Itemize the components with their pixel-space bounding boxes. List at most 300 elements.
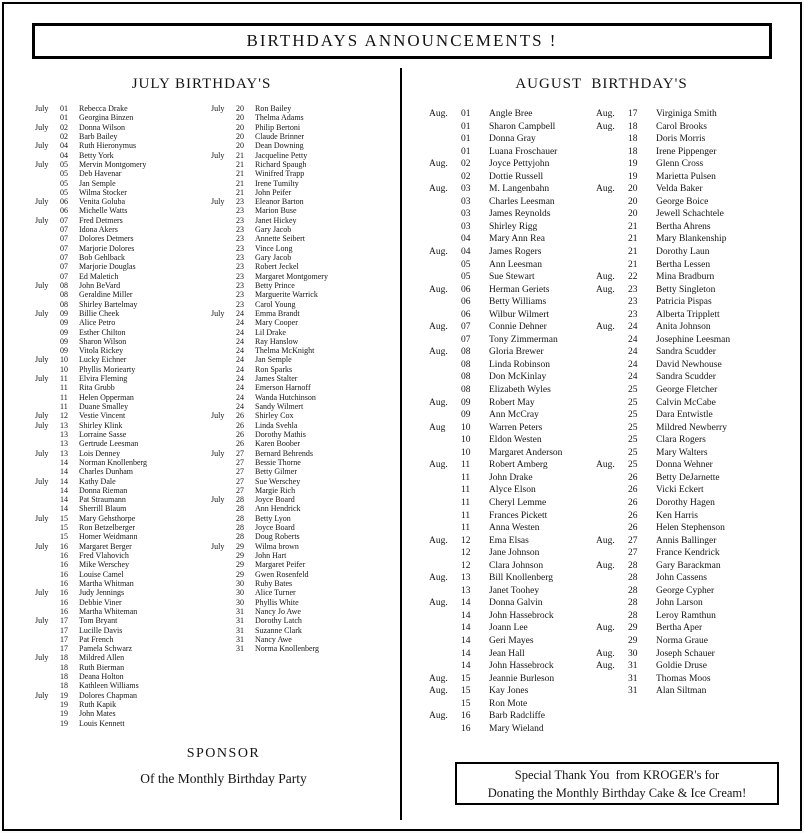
person-name: Rita Grubb <box>79 383 115 393</box>
month-label <box>596 510 628 523</box>
month-label <box>211 262 236 271</box>
person-name: Emma Brandt <box>255 308 300 318</box>
day-number: 15 <box>461 698 471 709</box>
person-name: David Newhouse <box>656 359 722 370</box>
person-name: Pamela Schwarz <box>79 644 133 654</box>
month-label <box>35 383 60 392</box>
day-number: 10 <box>60 364 68 374</box>
person-name: Sandra Scudder <box>656 347 716 358</box>
month-label <box>35 234 60 243</box>
month-label: Aug. <box>596 272 615 283</box>
month-label <box>211 514 236 523</box>
day-number: 25 <box>628 397 638 408</box>
day-number: 08 <box>461 372 471 383</box>
birthday-row <box>35 542 211 551</box>
day-number: 18 <box>628 121 638 132</box>
day-number: 29 <box>236 560 244 570</box>
birthday-row <box>429 472 596 485</box>
birthday-row <box>429 196 596 209</box>
birthday-row <box>211 123 399 132</box>
month-label: July <box>35 476 49 486</box>
person-name: Barb Radcliffe <box>489 711 546 722</box>
month-label <box>211 458 236 467</box>
birthday-row <box>35 532 211 541</box>
person-name: Jewell Schachtele <box>656 209 724 220</box>
month-label: July <box>211 104 225 113</box>
month-label <box>211 383 236 392</box>
person-name: James Stalter <box>255 374 298 384</box>
day-number: 23 <box>236 280 244 290</box>
person-name: Robert Amberg <box>489 460 548 471</box>
birthday-row <box>211 495 399 504</box>
day-number: 14 <box>461 648 471 659</box>
person-name: James Reynolds <box>489 209 551 220</box>
birthday-row <box>35 328 211 337</box>
person-name: Venita Goluba <box>79 197 125 207</box>
person-name: John Hart <box>255 551 287 560</box>
birthday-row <box>211 393 399 402</box>
month-label: July <box>35 616 49 626</box>
birthday-row <box>35 598 211 607</box>
month-label <box>35 365 60 374</box>
person-name: Gloria Brewer <box>489 347 544 358</box>
person-name: Dolores Chapman <box>79 690 137 700</box>
birthday-row <box>35 225 211 234</box>
birthday-row <box>35 663 211 672</box>
person-name: Elizabeth Wyles <box>489 385 551 396</box>
month-label: Aug. <box>429 109 448 119</box>
day-number: 07 <box>461 322 471 333</box>
person-name: Charles Leesman <box>489 196 555 207</box>
birthday-row <box>211 542 399 551</box>
day-number: 23 <box>236 197 244 207</box>
day-number: 13 <box>60 429 68 439</box>
birthday-row <box>429 371 596 384</box>
birthday-row <box>35 477 211 486</box>
month-label <box>211 234 236 243</box>
month-label <box>429 371 461 384</box>
person-name: Sharon Campbell <box>489 121 556 132</box>
day-number: 12 <box>461 535 471 546</box>
person-name: Georgina Binzen <box>79 113 134 123</box>
birthday-row <box>211 588 399 597</box>
day-number: 19 <box>628 159 638 170</box>
person-name: Margie Rich <box>255 485 296 495</box>
july-section <box>4 64 399 829</box>
month-label <box>35 290 60 299</box>
day-number: 18 <box>60 681 68 691</box>
month-label <box>429 196 461 209</box>
day-number: 26 <box>236 429 244 439</box>
month-label: July <box>35 355 49 365</box>
person-name: Donna Wehner <box>656 460 713 471</box>
day-number: 01 <box>60 104 68 113</box>
month-label <box>211 169 236 178</box>
month-label <box>35 672 60 681</box>
birthday-row <box>596 547 800 560</box>
person-name: Emerson Harnoff <box>255 383 311 393</box>
person-name: Nancy Jo Awe <box>255 606 301 616</box>
person-name: Dorothy Laun <box>656 247 710 258</box>
birthday-row <box>429 535 596 548</box>
person-name: Linda Robinson <box>489 359 550 370</box>
month-label <box>35 253 60 262</box>
birthday-row <box>429 183 596 196</box>
birthday-row <box>211 374 399 383</box>
day-number: 23 <box>236 234 244 244</box>
month-label: Aug. <box>429 573 448 584</box>
day-number: 14 <box>60 467 68 477</box>
person-name: Ann Leesman <box>489 259 543 270</box>
month-label <box>211 551 236 560</box>
day-number: 08 <box>461 359 471 370</box>
birthday-row <box>35 560 211 569</box>
day-number: 25 <box>628 447 638 458</box>
month-label <box>429 585 461 598</box>
birthday-row <box>35 300 211 309</box>
birthday-row <box>211 300 399 309</box>
day-number: 28 <box>236 495 244 505</box>
birthday-row <box>429 171 596 184</box>
person-name: Ken Harris <box>656 510 698 521</box>
day-number: 28 <box>628 585 638 596</box>
birthday-row <box>211 197 399 206</box>
july-list-column-1 <box>4 104 211 728</box>
month-label: Aug. <box>429 673 448 684</box>
person-name: Barb Bailey <box>79 131 118 141</box>
month-label: July <box>35 159 49 169</box>
month-label: Aug. <box>596 109 615 119</box>
month-label <box>596 359 628 372</box>
month-label <box>429 648 461 661</box>
birthday-row <box>596 183 800 196</box>
person-name: Donna Wilson <box>79 122 125 132</box>
birthday-row <box>211 411 399 420</box>
birthday-row <box>211 355 399 364</box>
day-number: 21 <box>236 178 244 188</box>
month-label <box>211 253 236 262</box>
birthday-row <box>429 660 596 673</box>
day-number: 26 <box>628 472 638 483</box>
day-number: 21 <box>236 187 244 197</box>
birthday-row <box>211 635 399 644</box>
day-number: 13 <box>461 573 471 584</box>
person-name: Robert Jeckel <box>255 262 299 272</box>
birthday-row <box>596 296 800 309</box>
person-name: Nancy Awe <box>255 634 292 644</box>
birthday-row <box>596 459 800 472</box>
day-number: 05 <box>461 259 471 270</box>
month-label: Aug. <box>429 711 448 722</box>
month-label: Aug. <box>596 661 615 672</box>
month-label <box>429 522 461 535</box>
month-label <box>35 570 60 579</box>
person-name: Lorraine Sasse <box>79 429 127 439</box>
month-label <box>596 685 628 698</box>
birthday-row <box>35 393 211 402</box>
day-number: 24 <box>628 372 638 383</box>
month-label <box>429 233 461 246</box>
day-number: 28 <box>628 610 638 621</box>
person-name: Gary Jacob <box>255 253 292 262</box>
person-name: Joann Lee <box>489 623 528 634</box>
person-name: Gary Jacob <box>255 225 292 235</box>
month-label <box>211 216 236 225</box>
person-name: Bessie Thorne <box>255 457 301 467</box>
day-number: 19 <box>60 700 68 709</box>
day-number: 06 <box>60 197 68 207</box>
month-label <box>35 439 60 448</box>
month-label <box>596 309 628 322</box>
july-columns <box>4 104 399 728</box>
sponsor-title: SPONSOR <box>186 746 261 761</box>
person-name: Carol Brooks <box>656 121 707 132</box>
birthday-row <box>596 685 800 698</box>
birthday-row <box>211 206 399 215</box>
birthday-row <box>211 607 399 616</box>
month-label <box>429 484 461 497</box>
day-number: 25 <box>628 435 638 446</box>
person-name: Janet Hickey <box>255 215 297 225</box>
birthday-row <box>35 197 211 206</box>
person-name: Betty Prince <box>255 280 295 290</box>
month-label <box>211 626 236 635</box>
thanks-line-1: Special Thank You from KROGER's for <box>514 768 720 782</box>
birthday-row <box>429 397 596 410</box>
birthday-row <box>211 262 399 271</box>
month-label <box>429 560 461 573</box>
day-number: 26 <box>236 439 244 449</box>
day-number: 11 <box>60 402 68 411</box>
month-label <box>211 113 236 122</box>
birthday-row <box>596 510 800 523</box>
day-number: 12 <box>461 560 471 571</box>
person-name: Mina Bradburn <box>656 272 715 283</box>
month-label <box>596 497 628 510</box>
month-label: July <box>35 588 49 598</box>
birthday-row <box>429 208 596 221</box>
birthday-row <box>211 253 399 262</box>
birthday-row <box>211 337 399 346</box>
person-name: Norman Knollenberg <box>79 457 148 467</box>
person-name: Ann Hendrick <box>255 504 301 514</box>
person-name: Suzanne Clark <box>255 625 302 635</box>
month-label <box>35 523 60 532</box>
birthday-row <box>211 113 399 122</box>
month-label <box>211 206 236 215</box>
month-label <box>35 188 60 197</box>
day-number: 24 <box>236 346 244 356</box>
person-name: Pat Straumann <box>79 495 126 505</box>
day-number: 28 <box>628 573 638 584</box>
birthday-row <box>596 585 800 598</box>
day-number: 04 <box>60 150 68 160</box>
day-number: 24 <box>628 322 638 333</box>
day-number: 01 <box>461 121 471 132</box>
person-name: Don McKinlay <box>489 372 547 383</box>
day-number: 16 <box>461 711 471 722</box>
month-label <box>429 622 461 635</box>
month-label <box>35 681 60 690</box>
month-label: Aug. <box>596 184 615 195</box>
birthday-row <box>211 160 399 169</box>
day-number: 26 <box>628 485 638 496</box>
day-number: 06 <box>461 309 471 320</box>
birthday-row <box>211 179 399 188</box>
birthday-row <box>429 673 596 686</box>
birthday-row <box>211 616 399 625</box>
day-number: 04 <box>60 141 68 151</box>
month-label <box>35 626 60 635</box>
day-number: 24 <box>236 308 244 318</box>
birthday-row <box>211 523 399 532</box>
person-name: Phyllis White <box>255 597 299 607</box>
birthday-row <box>211 225 399 234</box>
birthday-row <box>429 409 596 422</box>
birthday-row <box>35 691 211 700</box>
month-label <box>429 510 461 523</box>
person-name: Annis Ballinger <box>656 535 717 546</box>
birthday-row <box>596 371 800 384</box>
birthday-row <box>596 522 800 535</box>
birthday-row <box>429 572 596 585</box>
month-label <box>429 434 461 447</box>
person-name: Marjorie Dolores <box>79 243 135 253</box>
person-name: Marguerite Warrick <box>255 290 318 300</box>
birthday-row <box>211 169 399 178</box>
day-number: 17 <box>60 644 68 654</box>
day-number: 09 <box>461 410 471 421</box>
month-label <box>35 132 60 141</box>
day-number: 10 <box>461 447 471 458</box>
person-name: Joyce Board <box>255 495 295 505</box>
day-number: 26 <box>236 411 244 421</box>
day-number: 27 <box>628 535 638 546</box>
birthday-row <box>35 439 211 448</box>
birthday-row <box>596 434 800 447</box>
birthday-row <box>35 383 211 392</box>
day-number: 07 <box>461 334 471 345</box>
day-number: 09 <box>60 308 68 318</box>
day-number: 12 <box>461 548 471 559</box>
day-number: 11 <box>60 374 68 384</box>
month-label <box>211 141 236 150</box>
birthday-row <box>596 271 800 284</box>
birthday-row <box>211 570 399 579</box>
person-name: Dottie Russell <box>489 171 544 182</box>
day-number: 24 <box>236 364 244 374</box>
birthday-row <box>429 585 596 598</box>
person-name: James Rogers <box>489 247 542 258</box>
day-number: 24 <box>236 336 244 346</box>
day-number: 28 <box>236 513 244 523</box>
month-label <box>429 610 461 623</box>
day-number: 14 <box>461 610 471 621</box>
month-label <box>211 607 236 616</box>
month-label <box>35 700 60 709</box>
birthday-row <box>596 171 800 184</box>
day-number: 15 <box>60 513 68 523</box>
birthday-row <box>35 681 211 690</box>
person-name: Cheryl Lemme <box>489 497 547 508</box>
day-number: 20 <box>236 141 244 151</box>
month-label <box>35 458 60 467</box>
person-name: Margaret Montgomery <box>255 271 328 281</box>
day-number: 12 <box>60 411 68 421</box>
month-label <box>211 290 236 299</box>
birthday-row <box>211 439 399 448</box>
day-number: 09 <box>60 318 68 328</box>
day-number: 01 <box>60 113 68 123</box>
month-label <box>596 384 628 397</box>
person-name: Lil Drake <box>255 327 286 337</box>
day-number: 24 <box>236 355 244 365</box>
month-label <box>35 560 60 569</box>
person-name: Philip Bertoni <box>255 122 301 132</box>
day-number: 31 <box>628 686 638 697</box>
month-label <box>596 673 628 686</box>
birthday-row <box>596 622 800 635</box>
day-number: 15 <box>461 686 471 697</box>
person-name: Fred Vlahovich <box>79 551 129 560</box>
birthday-row <box>429 146 596 159</box>
day-number: 11 <box>461 460 471 471</box>
person-name: Anita Johnson <box>656 322 711 333</box>
month-label: July <box>211 448 225 458</box>
person-name: Shirley Bartelmay <box>79 299 138 309</box>
birthday-row <box>35 337 211 346</box>
day-number: 23 <box>236 243 244 253</box>
person-name: Donna Galvin <box>489 598 543 609</box>
day-number: 07 <box>60 234 68 244</box>
month-label <box>35 532 60 541</box>
month-label: July <box>35 411 49 421</box>
day-number: 14 <box>461 623 471 634</box>
month-label <box>596 346 628 359</box>
person-name: Vicki Eckert <box>656 485 704 496</box>
person-name: Wilma Stocker <box>79 187 127 197</box>
day-number: 14 <box>461 661 471 672</box>
person-name: Esther Chilton <box>79 327 126 337</box>
birthday-row <box>211 449 399 458</box>
birthday-row <box>211 467 399 476</box>
month-label <box>211 160 236 169</box>
person-name: Kathleen Williams <box>79 681 139 691</box>
day-number: 31 <box>236 644 244 654</box>
month-label: Aug. <box>596 121 615 132</box>
day-number: 28 <box>628 598 638 609</box>
birthday-row <box>429 522 596 535</box>
person-name: Thomas Moos <box>656 673 711 684</box>
day-number: 20 <box>628 184 638 195</box>
person-name: Karen Boober <box>255 439 301 449</box>
birthday-row <box>211 216 399 225</box>
month-label <box>596 472 628 485</box>
person-name: Ema Elsas <box>489 535 529 546</box>
person-name: Clara Rogers <box>656 435 706 446</box>
day-number: 15 <box>60 532 68 542</box>
month-label: July <box>35 690 49 700</box>
birthday-row <box>429 346 596 359</box>
person-name: Mildred Allen <box>79 653 125 663</box>
july-heading: JULY BIRTHDAY'S <box>131 76 272 92</box>
month-label <box>596 146 628 159</box>
month-label: July <box>211 308 225 318</box>
birthday-row <box>429 635 596 648</box>
month-label <box>211 588 236 597</box>
month-label: July <box>35 197 49 207</box>
day-number: 25 <box>628 410 638 421</box>
